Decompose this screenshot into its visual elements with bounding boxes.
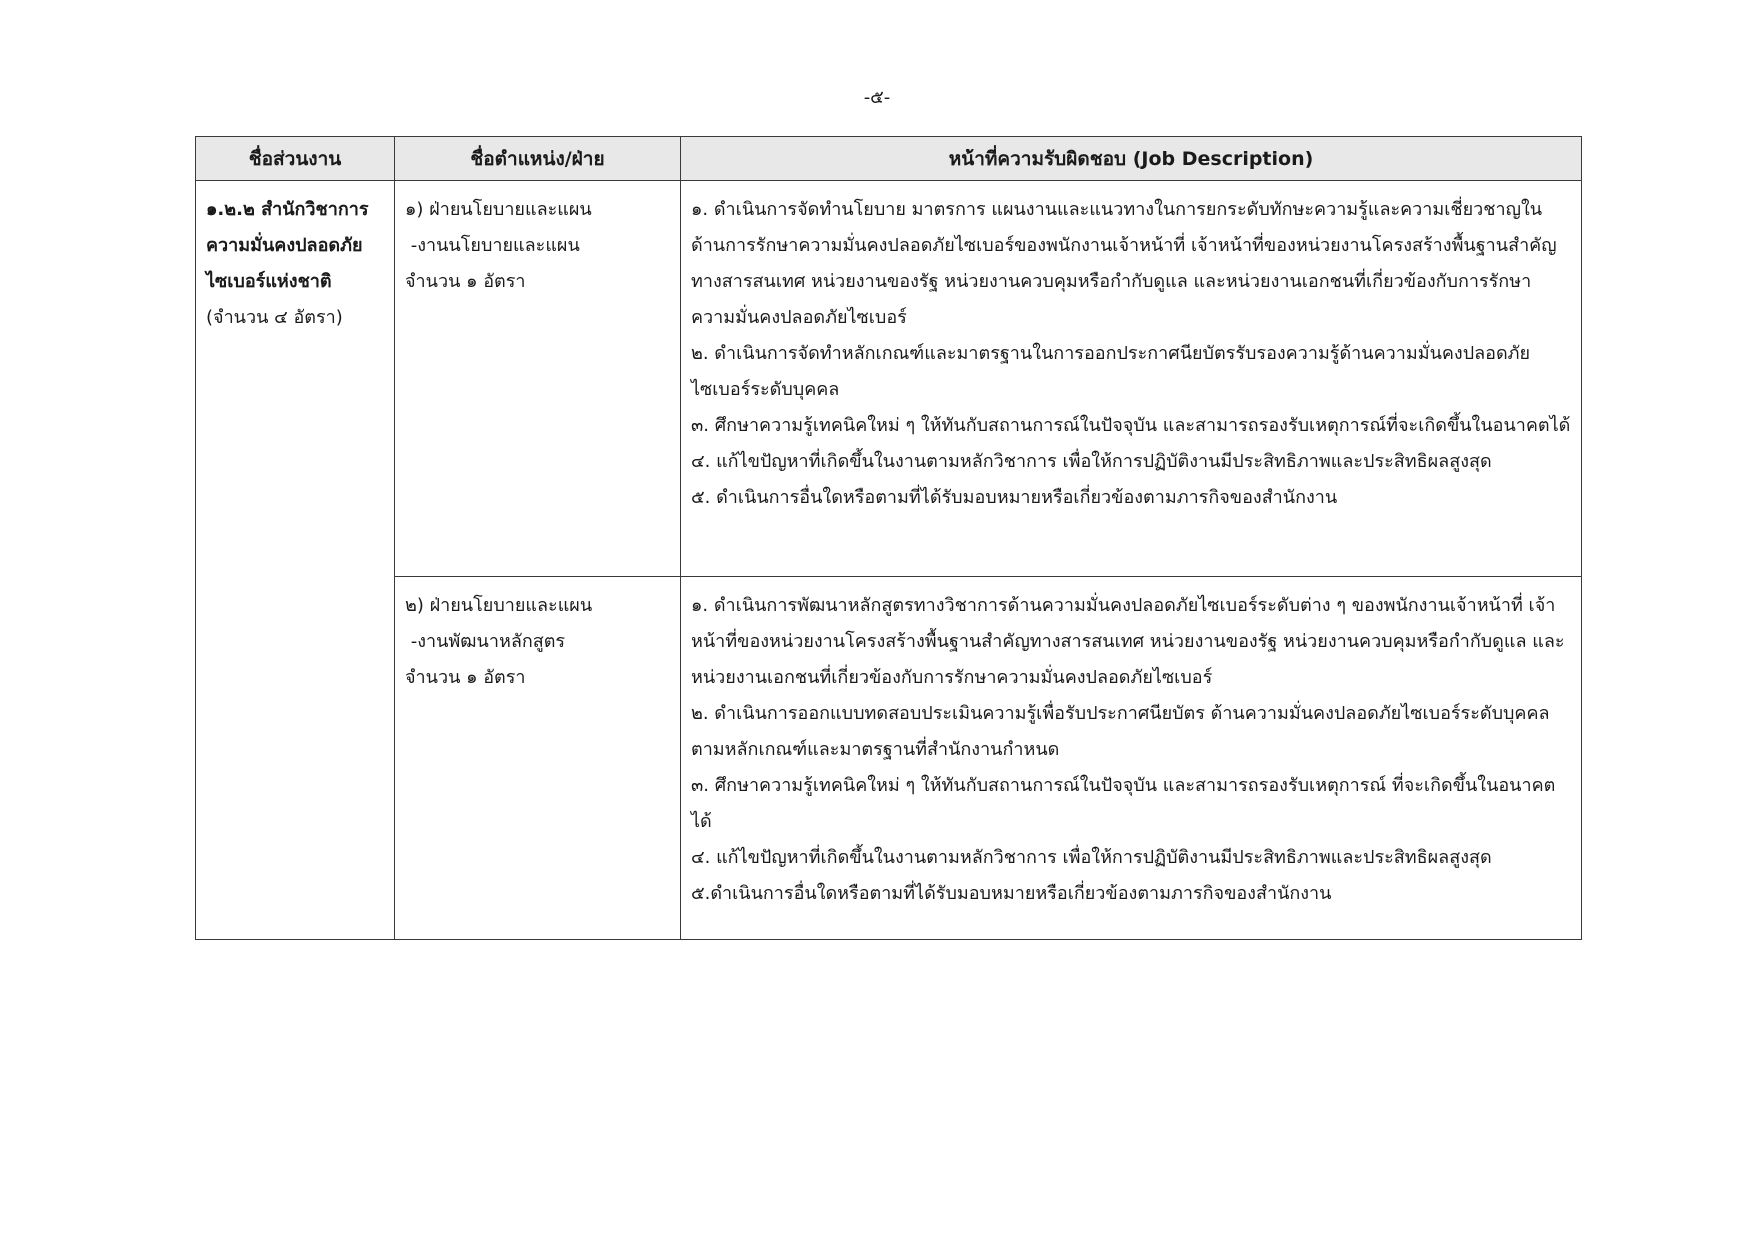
position-title: ๒) ฝ่ายนโยบายและแผน <box>405 595 593 616</box>
duties-cell <box>681 181 1582 577</box>
position-section: -งานนโยบายและแผน <box>405 235 580 256</box>
duty-item: ๕. ดำเนินการอื่นใดหรือตามที่ได้รับมอบหมายหรือเกี่ยวข้องตามภารกิจของสำนักงาน <box>691 487 1338 508</box>
position-section: -งานพัฒนาหลักสูตร <box>405 631 566 652</box>
table-row <box>196 577 1582 940</box>
unit-name-line: ความมั่นคงปลอดภัย <box>206 235 363 256</box>
position-count: จำนวน ๑ อัตรา <box>405 271 526 292</box>
unit-count: (จำนวน ๔ อัตรา) <box>206 307 343 328</box>
duty-item: ๒. ดำเนินการออกแบบทดสอบประเมินความรู้เพื่อรับประกาศนียบัตร ด้านความมั่นคงปลอดภัยไซเบอร์ระดับบุคคลตามหลักเกณฑ์และมาตรฐานที่สำนักงานกำหนด <box>691 703 1550 760</box>
table-header-row <box>196 137 1582 181</box>
header-unit: ชื่อส่วนงาน <box>196 137 395 181</box>
position-title: ๑) ฝ่ายนโยบายและแผน <box>405 199 592 220</box>
duty-item: ๑. ดำเนินการจัดทำนโยบาย มาตรการ แผนงานและแนวทางในการยกระดับทักษะความรู้และความเชี่ยวชาญในด้านการรักษาความมั่นคงปลอดภัยไซเบอร์ของพนักงานเจ้าหน้าที่ เจ้าหน้าที่ของหน่วยงานโครงสร้างพื้นฐานสำคัญทางสารสนเทศ หน่วยงานของรัฐ หน่วยงานควบคุมหรือกำกับดูแล และหน่วยงานเอกชนที่เกี่ยวข้องกับการรักษาความมั่นคงปลอดภัยไซเบอร์ <box>691 199 1557 328</box>
duty-item: ๔. แก้ไขปัญหาที่เกิดขึ้นในงานตามหลักวิชาการ เพื่อให้การปฏิบัติงานมีประสิทธิภาพและประสิทธิผลสูงสุด <box>691 451 1492 472</box>
duty-item: ๒. ดำเนินการจัดทำหลักเกณฑ์และมาตรฐานในการออกประกาศนียบัตรรับรองความรู้ด้านความมั่นคงปลอดภัยไซเบอร์ระดับบุคคล <box>691 343 1531 400</box>
duties-cell <box>681 577 1582 940</box>
duty-item: ๑. ดำเนินการพัฒนาหลักสูตรทางวิชาการด้านความมั่นคงปลอดภัยไซเบอร์ระดับต่าง ๆ ของพนักงานเจ้าหน้าที่ เจ้าหน้าที่ของหน่วยงานโครงสร้างพื้นฐานสำคัญทางสารสนเทศ หน่วยงานของรัฐ หน่วยงานควบคุมหรือกำกับดูแล และหน่วยงานเอกชนที่เกี่ยวข้องกับการรักษาความมั่นคงปลอดภัยไซเบอร์ <box>691 595 1565 688</box>
position-count: จำนวน ๑ อัตรา <box>405 667 526 688</box>
page-number: -๕- <box>863 87 891 108</box>
job-description-table <box>195 136 1582 940</box>
header-duties: หน้าที่ความรับผิดชอบ (Job Description) <box>681 137 1582 181</box>
table-row <box>196 181 1582 577</box>
position-cell <box>395 577 681 940</box>
duty-item: ๓. ศึกษาความรู้เทคนิคใหม่ ๆ ให้ทันกับสถานการณ์ในปัจจุบัน และสามารถรองรับเหตุการณ์ที่จะเกิดขึ้นในอนาคตได้ <box>691 415 1571 436</box>
unit-cell <box>196 181 395 940</box>
duty-item: ๕.ดำเนินการอื่นใดหรือตามที่ได้รับมอบหมายหรือเกี่ยวข้องตามภารกิจของสำนักงาน <box>691 883 1332 904</box>
duty-item: ๔. แก้ไขปัญหาที่เกิดขึ้นในงานตามหลักวิชาการ เพื่อให้การปฏิบัติงานมีประสิทธิภาพและประสิทธิผลสูงสุด <box>691 847 1492 868</box>
header-position: ชื่อตำแหน่ง/ฝ่าย <box>395 137 681 181</box>
unit-name-line: ไซเบอร์แห่งชาติ <box>206 271 332 292</box>
unit-name-line: ๑.๒.๒ สำนักวิชาการ <box>206 199 369 220</box>
duty-item: ๓. ศึกษาความรู้เทคนิคใหม่ ๆ ให้ทันกับสถานการณ์ในปัจจุบัน และสามารถรองรับเหตุการณ์ ที่จะเกิดขึ้นในอนาคตได้ <box>691 775 1556 832</box>
position-cell <box>395 181 681 577</box>
